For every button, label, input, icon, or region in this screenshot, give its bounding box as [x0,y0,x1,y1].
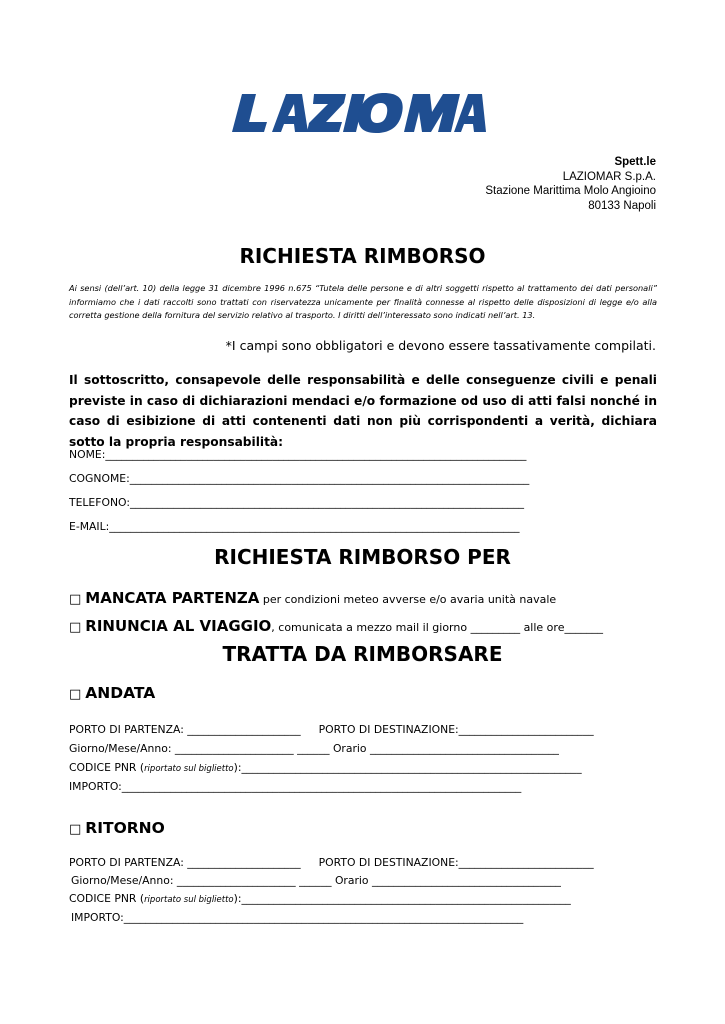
return-pnr-label: CODICE PNR ( [69,892,145,905]
missed-departure-detail: per condizioni meteo avverse e/o avaria unità navale [259,593,557,606]
missed-departure-label: MANCATA PARTENZA [85,589,260,607]
return-label: RITORNO [85,819,165,837]
outbound-checkbox[interactable]: □ [69,687,82,702]
trip-cancellation-label: RINUNCIA AL VIAGGIO [85,617,272,635]
return-pnr-field[interactable] [69,892,659,905]
missed-departure-checkbox[interactable]: □ [69,592,82,607]
outbound-ports-row[interactable] [69,723,659,736]
outbound-pnr-field[interactable] [69,761,659,774]
outbound-destination-port-field[interactable]: PORTO DI DESTINAZIONE:_________________________ [318,723,594,736]
trip-cancellation-detail: , comunicata a mezzo mail il giorno _________ alle ore_______ [271,621,603,634]
phone-field[interactable]: TELEFONO:_________________________________________________________________________ [69,496,525,509]
outbound-pnr-note: riportato sul biglietto [144,764,234,774]
return-departure-port-field[interactable]: PORTO DI PARTENZA: _____________________ [69,856,301,869]
addressee-block [485,155,656,213]
outbound-amount-field[interactable]: IMPORTO:__________________________________________________________________________ [69,780,522,793]
email-field[interactable]: E-MAIL:____________________________________________________________________________ [69,520,520,533]
return-ports-row[interactable] [69,856,659,869]
addressee-address: Stazione Marittima Molo Angioino [485,185,656,197]
outbound-label: ANDATA [85,684,156,702]
return-pnr-line[interactable]: ):_____________________________________________________________ [233,892,571,905]
return-pnr-note: riportato sul biglietto [144,895,234,905]
declaration-text: Il sottoscritto, consapevole delle responsabilità e delle conseguenze civili e penali previste in caso di dichiarazioni mendaci e/o formazione od uso di atti falsi nonché in caso di esibizione di atti contenenti dati non più corrispondenti a verità, dichiara sotto la propria responsabilità: [69,373,657,449]
document-title: RICHIESTA RIMBORSO [239,244,486,268]
outbound-date-time-field[interactable]: Giorno/Mese/Anno: ______________________ ______ Orario ___________________________________ [69,742,559,755]
laziomar-logo-graphic [232,88,494,136]
name-field[interactable]: NOME:______________________________________________________________________________ [69,448,527,461]
route-title: TRATTA DA RIMBORSARE [222,642,503,666]
addressee-salutation: Spett.le [614,156,656,168]
outbound-pnr-label: CODICE PNR ( [69,761,145,774]
privacy-note: Ai sensi (dell’art. 10) della legge 31 dicembre 1996 n.675 “Tutela delle persone e di altri soggetti rispetto al trattamento dei dati personali” informiamo che i dati raccolti sono trattati con riservatezza unicamente per finalità connesse al rispetto delle disposizioni di legge e/o alla corretta gestione della fornitura del servizio relativo al trasporto. I diritti dell’interessato sono indicati nell’art. 13. [69,283,657,320]
return-date-time-field[interactable]: Giorno/Mese/Anno: ______________________ ______ Orario ___________________________________ [71,874,561,887]
addressee-city: 80133 Napoli [588,199,656,212]
return-section-header[interactable] [69,819,165,837]
laziomar-logo [232,88,494,136]
return-amount-field[interactable]: IMPORTO:__________________________________________________________________________ [71,911,524,924]
outbound-section-header[interactable] [69,684,155,702]
required-fields-note: *I campi sono obbligatori e devono essere tassativamente compilati. [225,338,656,353]
addressee-company: LAZIOMAR S.p.A. [562,170,656,183]
reason-missed-departure[interactable] [69,588,556,607]
reason-trip-cancellation[interactable] [69,616,603,635]
outbound-pnr-line[interactable]: ):_______________________________________________________________ [233,761,582,774]
return-checkbox[interactable]: □ [69,822,82,837]
request-title: RICHIESTA RIMBORSO PER [214,545,511,569]
outbound-departure-port-field[interactable]: PORTO DI PARTENZA: _____________________ [69,723,301,736]
return-destination-port-field[interactable]: PORTO DI DESTINAZIONE:_________________________ [318,856,594,869]
surname-field[interactable]: COGNOME:__________________________________________________________________________ [69,472,530,485]
trip-cancellation-checkbox[interactable]: □ [69,620,82,635]
